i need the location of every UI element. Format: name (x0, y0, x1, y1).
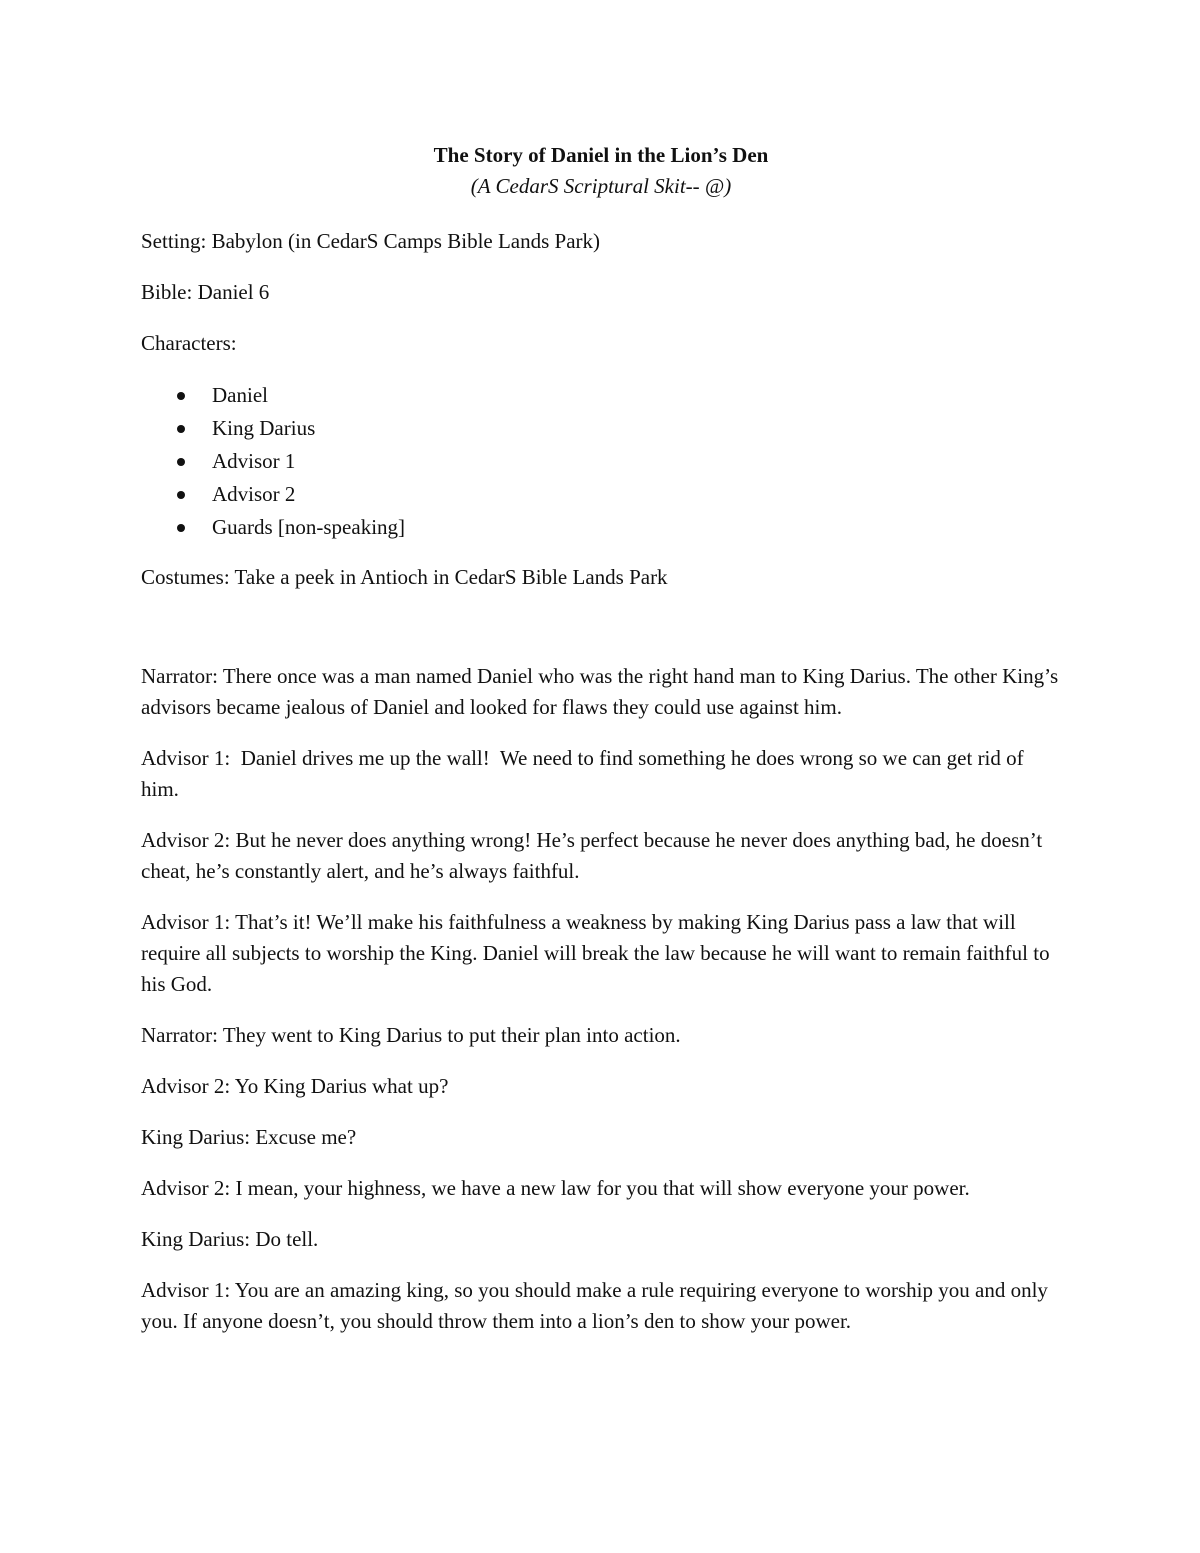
bullet-icon (177, 491, 185, 499)
dialogue-section (141, 661, 1061, 1337)
dialogue-line: Advisor 1: That’s it! We’ll make his faithfulness a weakness by making King Darius pass a law that will require all subjects to worship the King. Daniel will break the law because he will want to remain faithful to his God. (141, 910, 1050, 996)
character-name: Daniel (212, 383, 268, 407)
list-item (141, 445, 1061, 478)
dialogue-line: Narrator: They went to King Darius to put their plan into action. (141, 1023, 681, 1047)
bible-line: Bible: Daniel 6 (141, 280, 270, 304)
list-item (141, 511, 1061, 544)
characters-label: Characters: (141, 331, 237, 355)
character-name: Advisor 1 (212, 449, 296, 473)
list-item (141, 478, 1061, 511)
character-name: King Darius (212, 416, 316, 440)
bullet-icon (177, 392, 185, 400)
list-item (141, 412, 1061, 445)
document-body (141, 140, 1061, 1357)
bullet-icon (177, 458, 185, 466)
costumes-line: Costumes: Take a peek in Antioch in CedarS Bible Lands Park (141, 565, 668, 589)
character-name: Advisor 2 (212, 482, 296, 506)
dialogue-line: Advisor 2: But he never does anything wrong! He’s perfect because he never does anything bad, he doesn’t cheat, he’s constantly alert, and he’s always faithful. (141, 828, 1043, 883)
document-subtitle: (A CedarS Scriptural Skit-- @) (470, 174, 732, 198)
dialogue-line: Advisor 1: Daniel drives me up the wall! We need to find something he does wrong so we can get rid of him. (141, 746, 1024, 801)
document-title: The Story of Daniel in the Lion’s Den (433, 143, 769, 167)
dialogue-line: Advisor 1: You are an amazing king, so you should make a rule requiring everyone to worship you and only you. If anyone doesn’t, you should throw them into a lion’s den to show your power. (141, 1278, 1048, 1333)
character-name: Guards [non-speaking] (212, 515, 406, 539)
bullet-icon (177, 425, 185, 433)
dialogue-line: King Darius: Do tell. (141, 1227, 319, 1251)
dialogue-line: Advisor 2: I mean, your highness, we have a new law for you that will show everyone your power. (141, 1176, 970, 1200)
setting-line: Setting: Babylon (in CedarS Camps Bible Lands Park) (141, 229, 601, 253)
dialogue-line: King Darius: Excuse me? (141, 1125, 357, 1149)
characters-list (141, 379, 1061, 544)
list-item (141, 379, 1061, 412)
bullet-icon (177, 524, 185, 532)
dialogue-line: Narrator: There once was a man named Daniel who was the right hand man to King Darius. The other King’s advisors became jealous of Daniel and looked for flaws they could use against him. (141, 664, 1059, 719)
dialogue-line: Advisor 2: Yo King Darius what up? (141, 1074, 449, 1098)
